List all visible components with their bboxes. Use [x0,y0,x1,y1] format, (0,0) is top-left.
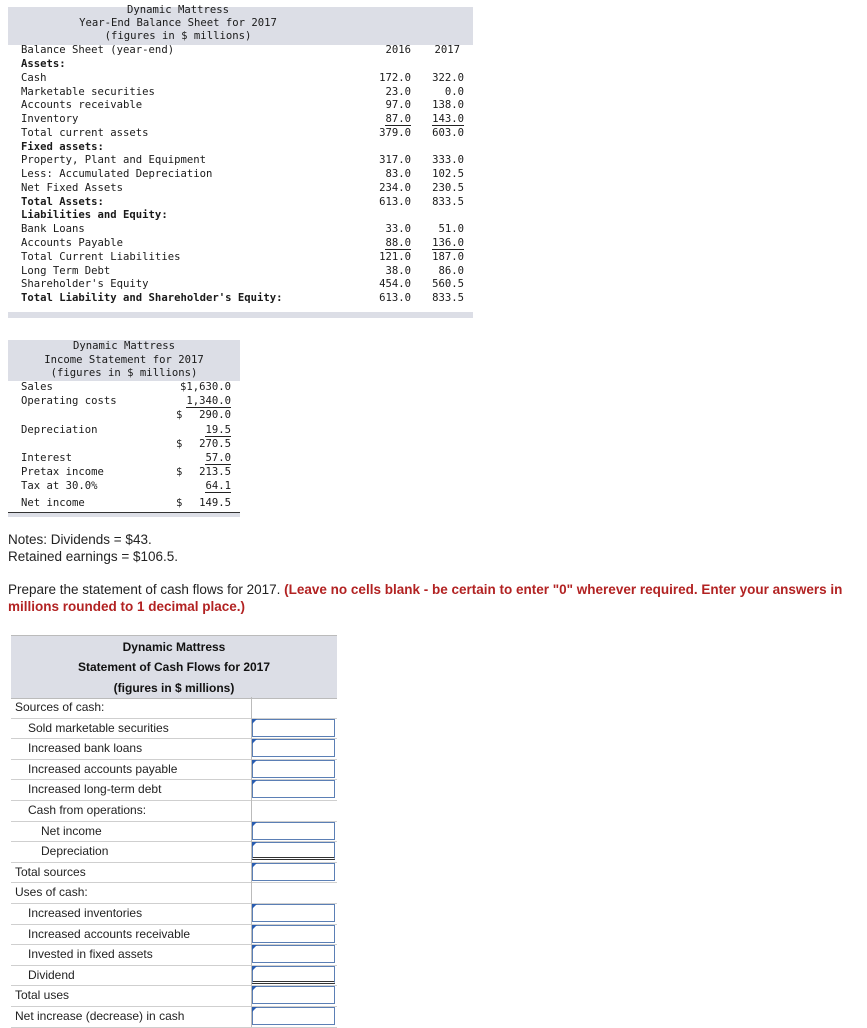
cash-flow-input[interactable] [252,925,335,943]
value-2017: 833.5 [432,196,464,208]
cash-flow-row [11,862,337,884]
is-value: 57.0 [205,452,231,464]
balance-sheet-units: (figures in $ millions) [104,30,252,42]
year-2016-header: 2016 [385,44,411,56]
value-2017: 138.0 [432,99,464,111]
balance-sheet-company: Dynamic Mattress [126,4,230,16]
balance-sheet-row [8,265,473,279]
balance-sheet-label: Long Term Debt [21,265,111,277]
cash-flow-input[interactable] [252,739,335,757]
cash-flow-label: Increased long-term debt [28,782,162,797]
value-2016: 33.0 [385,223,411,235]
balance-sheet-label: Fixed assets: [21,141,104,153]
is-label: Operating costs [21,395,117,407]
cash-flow-row [11,779,337,801]
is-dollar: $ [176,438,183,450]
notes-dividends: Notes: Dividends = $43. [8,532,152,547]
value-2016: 613.0 [379,292,411,304]
input-marker-icon [252,739,257,744]
is-value: 64.1 [205,480,231,492]
is-value: 290.0 [199,409,231,421]
value-2017: 86.0 [438,265,464,277]
cash-flow-label: Sold marketable securities [28,720,169,735]
cash-flow-label: Increased accounts payable [28,761,178,776]
year-2017-header: 2017 [434,44,460,56]
prompt-instruction: (Leave no cells blank - be certain to enter "0" wherever required. Enter your answers in millions rounded to 1 decimal place.) [8,582,843,614]
value-2017: 102.5 [432,168,464,180]
cash-flow-input[interactable] [252,842,335,860]
cash-flow-label: Net increase (decrease) in cash [15,1009,185,1023]
cash-flow-label: Net income [41,823,102,838]
cash-flow-input[interactable] [252,986,335,1004]
input-marker-icon [252,986,257,991]
cash-flow-input[interactable] [252,904,335,922]
input-marker-icon [252,1007,257,1012]
balance-sheet-label: Total Assets: [21,196,104,208]
input-marker-icon [252,822,257,827]
balance-sheet-label: Accounts Payable [21,237,124,249]
income-statement-units: (figures in $ millions) [50,367,198,379]
input-marker-icon [252,760,257,765]
balance-sheet-row [8,113,473,127]
balance-sheet-label: Accounts receivable [21,99,143,111]
cash-flow-label: Sources of cash: [15,700,105,714]
income-statement-header [8,340,240,381]
cash-flow-company: Dynamic Mattress [122,640,226,654]
cash-flow-row [11,1006,337,1028]
value-2016: 379.0 [379,127,411,139]
cash-flow-row [11,841,337,863]
balance-sheet-label: Less: Accumulated Depreciation [21,168,213,180]
value-2016: 121.0 [379,251,411,263]
notes-retained-earnings: Retained earnings = $106.5. [8,549,179,564]
balance-sheet-label: Shareholder's Equity [21,278,149,290]
cash-flow-input[interactable] [252,760,335,778]
value-2016: 23.0 [385,86,411,98]
balance-sheet [8,4,473,318]
is-label: Depreciation [21,424,98,436]
value-2017: 333.0 [432,154,464,166]
cash-flow-label: Increased accounts receivable [28,926,191,941]
cash-flow-units: (figures in $ millions) [113,681,235,695]
balance-sheet-label: Total Current Liabilities [21,251,181,263]
income-statement-title: Income Statement for 2017 [44,354,204,366]
balance-sheet-row [8,58,473,72]
balance-sheet-row [8,196,473,210]
balance-sheet-row [8,72,473,86]
value-2017: 230.5 [432,182,464,194]
balance-sheet-row [8,251,473,265]
cash-flow-input[interactable] [252,1007,335,1025]
is-value: $1,630.0 [179,381,231,393]
balance-sheet-row [8,209,473,223]
value-2016: 87.0 [385,113,411,125]
prompt-text: Prepare the statement of cash flows for 2017. [8,582,285,597]
cash-flow-row [11,759,337,781]
is-dollar: $ [176,409,183,421]
value-2017: 322.0 [432,72,464,84]
value-2016: 97.0 [385,99,411,111]
cash-flow-row [11,944,337,966]
cash-flow-label: Invested in fixed assets [28,947,153,962]
balance-sheet-col-label: Balance Sheet (year-end) [21,44,175,56]
is-label: Pretax income [21,466,104,478]
is-dollar: $ [176,466,183,478]
cash-flow-statement [11,635,337,1024]
balance-sheet-row [8,99,473,113]
balance-sheet-label: Total Liability and Shareholder's Equity: [21,292,283,304]
input-marker-icon [252,780,257,785]
input-marker-icon [252,925,257,930]
cash-flow-row [11,965,337,987]
balance-sheet-row [8,154,473,168]
balance-sheet-row [8,278,473,292]
value-2016: 454.0 [379,278,411,290]
is-value: 213.5 [199,466,231,478]
cash-flow-title: Statement of Cash Flows for 2017 [77,660,271,674]
value-2016: 83.0 [385,168,411,180]
value-2016: 613.0 [379,196,411,208]
cash-flow-row [11,821,337,843]
input-marker-icon [252,904,257,909]
is-value: 1,340.0 [186,395,231,407]
input-marker-icon [252,842,257,847]
value-2017: 187.0 [432,251,464,263]
is-label: Sales [21,381,53,393]
balance-sheet-label: Property, Plant and Equipment [21,154,206,166]
balance-sheet-row [8,182,473,196]
balance-sheet-row [8,127,473,141]
balance-sheet-label: Net Fixed Assets [21,182,124,194]
input-marker-icon [252,863,257,868]
value-2016: 38.0 [385,265,411,277]
balance-sheet-label: Cash [21,72,47,84]
cash-flow-label: Depreciation [41,844,109,859]
value-2016: 317.0 [379,154,411,166]
balance-sheet-label: Assets: [21,58,66,70]
balance-sheet-row [8,237,473,251]
cash-flow-input[interactable] [252,945,335,963]
value-2016: 234.0 [379,182,411,194]
balance-sheet-row [8,141,473,155]
is-label: Interest [21,452,73,464]
value-2017: 136.0 [432,237,464,249]
cash-flow-label: Increased bank loans [28,741,143,756]
cash-flow-label: Total uses [15,988,70,1003]
value-2017: 833.5 [432,292,464,304]
balance-sheet-row [8,223,473,237]
cash-flow-row [11,903,337,925]
cash-flow-input[interactable] [252,780,335,798]
cash-flow-header [11,635,337,699]
balance-sheet-col-header [8,44,473,58]
cash-flow-label: Cash from operations: [28,803,147,817]
cash-flow-value-cell [251,882,337,903]
question-prompt [8,581,853,615]
cash-flow-row [11,738,337,760]
is-label: Tax at 30.0% [21,480,98,492]
balance-sheet-title: Year-End Balance Sheet for 2017 [79,17,277,29]
cash-flow-input[interactable] [252,822,335,840]
input-marker-icon [252,945,257,950]
value-2017: 51.0 [438,223,464,235]
income-statement [8,340,240,516]
is-value: 149.5 [199,497,231,509]
cash-flow-value-cell [251,697,337,718]
cash-flow-label: Dividend [28,967,75,982]
balance-sheet-label: Inventory [21,113,79,125]
is-label: Net income [21,497,85,509]
cash-flow-value-cell [251,800,337,821]
balance-sheet-footer [8,312,473,318]
value-2016: 172.0 [379,72,411,84]
cash-flow-row [11,718,337,740]
cash-flow-label: Increased inventories [28,906,143,920]
value-2017: 560.5 [432,278,464,290]
balance-sheet-row [8,292,473,306]
income-statement-company: Dynamic Mattress [72,340,176,352]
is-value: 19.5 [205,424,231,436]
balance-sheet-label: Bank Loans [21,223,85,235]
balance-sheet-label: Total current assets [21,127,149,139]
cash-flow-row [11,985,337,1007]
cash-flow-input[interactable] [252,966,335,984]
is-value: 270.5 [199,438,231,450]
cash-flow-input[interactable] [252,863,335,881]
cash-flow-row [11,882,337,904]
input-marker-icon [252,719,257,724]
cash-flow-row [11,924,337,946]
cash-flow-label: Total sources [15,864,86,879]
value-2017: 0.0 [444,86,464,98]
value-2016: 88.0 [385,237,411,249]
balance-sheet-label: Marketable securities [21,86,155,98]
balance-sheet-row [8,86,473,100]
value-2017: 603.0 [432,127,464,139]
is-dollar: $ [176,497,183,509]
cash-flow-row [11,800,337,822]
cash-flow-input[interactable] [252,719,335,737]
input-marker-icon [252,966,257,971]
balance-sheet-label: Liabilities and Equity: [21,209,168,221]
income-statement-footer [8,512,240,517]
cash-flow-label: Uses of cash: [15,885,88,900]
balance-sheet-header [8,4,473,45]
value-2017: 143.0 [432,113,464,125]
balance-sheet-row [8,168,473,182]
cash-flow-row [11,697,337,719]
